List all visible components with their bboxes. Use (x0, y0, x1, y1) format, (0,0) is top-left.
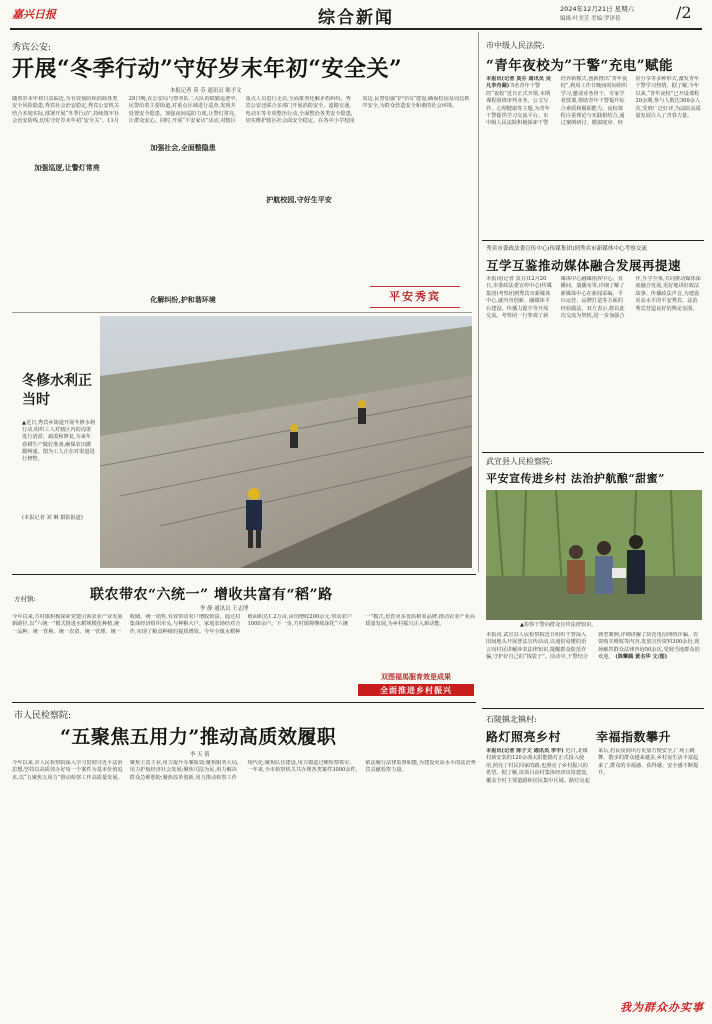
subhead-2: 加强社会,全面整隐患 (150, 143, 216, 152)
media-text: 本报讯(记者 莫芬)12月20日,市委政法委宣传中心(传媒集团)考察团到秀宾市新媒体中心,就内容创新、融媒体平台建设、传播力提升等开展交流。考察团一行参观了新媒体中心融媒指挥中心、直播间、演播室等,详细了解了新媒体中心在新闻采编、平台运营、品牌打造等方面的经验做法。双方表示,将以此次交流为契机,进一步加强合作,互学互鉴,共同推动媒体深度融合发展,更好地讲好政法故事、传播政法声音,为建设更高水平的平安秀宾、法治秀宾营造良好的舆论氛围。 (486, 276, 701, 320)
photo-feature-caption: ▲近日,秀宾乡街道开展冬修水利行动,组织工人对辖区内的沟渠进行清淤、疏浚和修复,为来年春耕生产做好准备,确保农田灌溉畅通。图为工人正在对渠道进行修整。 (22, 420, 96, 463)
subhead-1: 加强巡逻,让警灯常亮 (34, 163, 100, 172)
farm-banner-bottom: 全面推进乡村振兴 (358, 684, 474, 696)
farm-banner-top: 双图福馬服育效是成果 (381, 672, 451, 681)
village-kicker: 石陵镇北镇村: (486, 715, 537, 724)
farm-byline: 李 静 通讯员 王志博 (200, 606, 249, 612)
top-story-byline: 本报记者 莫 芬 通讯员 陈予文 (170, 88, 242, 94)
masthead (0, 0, 712, 38)
farm-kicker: 方村镇: (14, 595, 36, 603)
village-body (486, 748, 702, 988)
right-top-text: 5名青年干警的“夜校”近日正式开课,本期课程围绕审判业务、公文写作、心理健康等主题,为青年干警提供学习交流平台。市中级人民法院积极探索干警培养新模式,创新推出“青年夜校”,利用工作日晚间时间组织学习,邀请业务骨干、专家学者授课,帮助青年干警提升综合素质和履职能力。夜校课程注重理论与实践相结合,通过案例研讨、模拟庭审、经验分享等多种形式,激发青年干警学习热情。据了解,今年以来,“青年夜校”已开设课程20余期,参与人数达300余人次,受到广泛好评,为法院高质量发展注入了青春力量。 (486, 76, 701, 127)
divider-media (482, 240, 704, 241)
top-story-kicker: 秀宾公安: (12, 43, 52, 53)
right-top-body (486, 76, 702, 236)
procuratorate-photo-illustration (486, 490, 702, 620)
bottom-text: 今年以来,市人民检察院深入学习贯彻习近平法治思想,坚持以高质效办好每一个案件为基本价值追求,以“五聚焦五用力”推动检察工作高质量发展。聚焦主责主业,用力提升办案质效;聚焦服务大局,用力护航经济社会发展;聚焦司法为民,用力解决群众急难愁盼;聚焦改革创新,用力推动检察工作现代化;聚焦队伍建设,用力锻造过硬检察铁军。一年来,全市检察机关共办理各类案件3000余件,依法履行法律监督职能,为建设更高水平的法治秀宾贡献检察力量。 (12, 760, 476, 781)
media-headline: 互学互鉴推动媒体融合发展再提速 (486, 258, 682, 273)
top-story-text: 随着岁末年初日益临近,为有效预防和消除各类安全风险隐患,秀宾社会治安稳定,秀宾公安机关结合本地实际,部署开展“冬季行动”,持续筑牢社会治安防线,切实守好岁末年初“安全关”。11月29日晚,在公安局与警务队二大队的联勤巡逻中,民警沿着主要街道,对重点区域进行巡查,发现并处置安全隐患。加强夜间巡防力度,让警灯常亮,让群众安心。同时,开展“平安家访”活动,对辖区重点人员进行走访,全面排查化解矛盾纠纷。秀宾公安还联合多部门开展消防安全、道路交通、电动车等专项整治行动,全面整治各类安全隐患,切实维护辖区社会面安全稳定。在各中小学校园周边,民警加强“护学岗”建设,确保校园及周边秩序安全,为群众营造安全和谐的社会环境。 (12, 96, 470, 125)
slogan-text: 我为群众办实事 (620, 1001, 704, 1014)
subhead-3: 化解纠纷,护和谐环境 (150, 295, 216, 304)
procuratorate-caption: ▲检察干警向群众宣传法律知识。 (520, 622, 597, 628)
date-line: 2024年12月21日 星期六 (560, 5, 635, 13)
bottom-kicker: 市人民检察院: (14, 711, 72, 721)
village-byline: 本报讯(记者 陈子文 通讯员 李丰) (486, 748, 564, 754)
procuratorate-photo (486, 490, 702, 620)
procuratorate-kicker: 武宣县人民检察院: (486, 457, 553, 466)
editor-line: 编辑:叶美芳 美编:罗泽蓓 (560, 16, 621, 22)
procuratorate-credit: (陈攀腾 黄名华 文/图) (615, 654, 668, 661)
procuratorate-body (486, 632, 702, 704)
village-headline-left: 路灯照亮乡村 (486, 730, 562, 744)
procuratorate-text: 本报讯 武宣县人民检察院近日组织干警深入田间地头开展普法宣传活动,以通俗易懂的语言向村民讲解涉农法律知识,提醒群众防范诈骗,守护好自己的“钱袋子”。活动中,干警结合典型案例,详细讲解了防范电信网络诈骗、农资购买维权等内容,发放宣传资料300余份,现场解答群众法律咨询50余次,受到当地群众的欢迎。 (486, 632, 700, 661)
bottom-byline: 李 天 倩 (190, 752, 210, 758)
farm-banner (358, 672, 474, 698)
masthead-rule (10, 28, 702, 30)
right-top-kicker: 市中级人民法院: (486, 41, 545, 50)
divider-photo-top (12, 312, 472, 313)
top-story-headline: 开展“冬季行动”守好岁末年初“安全关” (12, 56, 403, 82)
bottom-headline: “五聚焦五用力”推动高质效履职 (60, 726, 337, 748)
canal-photo-illustration (100, 316, 472, 568)
divider-right-col (478, 32, 479, 572)
media-body (486, 276, 702, 446)
photo-feature-credit: (本报记者 刘 琳 摄影报道) (22, 515, 83, 521)
safety-badge-text: 平安秀宾 (389, 290, 441, 303)
page-number: /2 (676, 3, 692, 22)
right-top-headline: “青年夜校为”干警“充电”赋能 (486, 58, 674, 74)
village-headline-right: 幸福指数攀升 (596, 730, 672, 744)
subhead-4: 护航校园,守好生平安 (266, 195, 332, 204)
slogan-banner (596, 996, 704, 1020)
divider-bottom (12, 702, 476, 703)
masthead-logo: 嘉兴日报 (12, 8, 56, 21)
divider-procuratorate (482, 452, 704, 453)
top-story-body (12, 96, 472, 306)
safety-badge (370, 286, 460, 308)
village-text: 近日,北镇村新安装的120余盏太阳能路灯正式投入使用,照亮了村民回家的路,也照亮了乡村振兴的希望。据了解,该项目由村集体经济出资建设,覆盖全村主要道路和居民集中区域。路灯亮起来后,村民夜间出行更加方便安全,广场上跳舞、散步的群众越来越多,乡村夜生活丰富起来了,群众的幸福感、获得感、安全感不断提升。 (486, 748, 699, 784)
procuratorate-headline: 平安宣传进乡村 法治护航酿“甜蜜” (486, 472, 665, 485)
farm-headline: 联农带农“六统一” 增收共富有“稻”路 (90, 587, 333, 603)
canal-photo (100, 316, 472, 568)
photo-feature-title: 冬修水利正当时 (22, 373, 92, 408)
divider-farm (12, 574, 476, 575)
media-kicker: 秀宾市委政法委宣传中心(传媒集团)到秀宾市新媒体中心考察交流 (486, 246, 647, 252)
section-title: 综合新闻 (318, 8, 394, 28)
divider-village (482, 708, 704, 709)
bottom-body (12, 760, 476, 1020)
right-top-byline: 本报讯(记者 莫芬 通讯员 吴凡李舟凝) (486, 76, 551, 90)
farm-text: 今年以来,方村镇积极探索党建引领农业产业发展新路径,以“六统一”模式推进水稻规模化种植,统一品种、统一育秧、统一农资、统一管理、统一收储、统一销售,有效带动农户增收致富。通过村集体经济组织牵头,与种粮大户、家庭农场结对合作,实现了粮食种植的提质增效。今年全镇水稻种植面积达1.2万亩,亩均增收200余元,带动农户1000余户。下一步,方村镇将继续深化“六统一”模式,培育更多优质稻米品牌,推动农业产业高质量发展,为乡村振兴注入新动能。 (12, 614, 475, 635)
